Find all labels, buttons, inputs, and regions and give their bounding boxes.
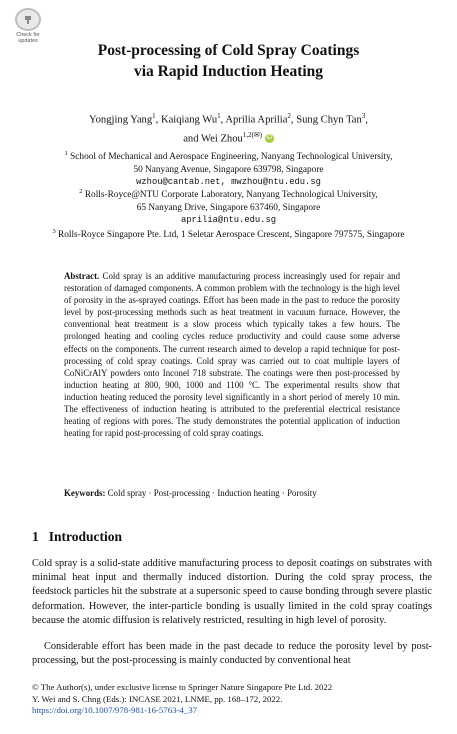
doi-link[interactable]: https://doi.org/10.1007/978-981-16-5763-4_37 bbox=[32, 705, 198, 716]
author-name: Wei Zhou bbox=[201, 133, 243, 145]
abstract-label: Abstract. bbox=[64, 271, 100, 281]
badge-label: Check for updates bbox=[16, 32, 40, 44]
author-name: Sung Chyn Tan bbox=[296, 114, 362, 126]
check-for-updates-badge[interactable] bbox=[10, 8, 46, 44]
author-sup: 2 bbox=[287, 112, 291, 120]
abstract bbox=[64, 270, 400, 439]
affil-sup: 1 bbox=[64, 150, 68, 157]
author-conjunction: and bbox=[183, 133, 199, 145]
copyright-line: © The Author(s), under exclusive license to Springer Nature Singapore Pte Ltd. 2022 bbox=[32, 682, 333, 692]
section-number: 1 bbox=[32, 529, 39, 544]
affiliation-1 bbox=[20, 148, 437, 188]
author-sup: 3 bbox=[361, 112, 366, 120]
affil-line: 50 Nanyang Avenue, Singapore 639798, Singapore bbox=[133, 164, 324, 175]
affil-line: Rolls-Royce Singapore Pte. Ltd, 1 Seletar Aerospace Crescent, Singapore 797575, Singapore bbox=[58, 230, 405, 241]
affil-line: 65 Nanyang Drive, Singapore 637460, Singapore bbox=[136, 202, 321, 213]
author-name: Yongjing Yang bbox=[89, 114, 153, 126]
keywords-label: Keywords: bbox=[64, 488, 106, 498]
author-name: Aprilia Aprilia bbox=[225, 114, 288, 126]
keywords-text: Cold spray · Post-processing · Induction heating · Porosity bbox=[107, 488, 317, 498]
paper-title bbox=[0, 40, 457, 82]
affil-sup: 3 bbox=[52, 228, 56, 235]
author-name: Kaiqiang Wu bbox=[160, 114, 218, 126]
title-line-1: Post-processing of Cold Spray Coatings bbox=[97, 42, 360, 59]
citation-line: Y. Wei and S. Chng (Eds.): INCASE 2021, LNME, pp. 168–172, 2022. bbox=[32, 693, 283, 704]
update-icon bbox=[15, 8, 41, 31]
affil-line: School of Mechanical and Aerospace Engineering, Nanyang Technological University, bbox=[70, 152, 393, 163]
affil-email[interactable]: aprilia@ntu.edu.sg bbox=[180, 214, 277, 225]
section-title: Introduction bbox=[48, 529, 123, 544]
author-sup: 1 bbox=[217, 112, 221, 120]
abstract-text: Cold spray is an additive manufacturing process increasingly used for repair and restoration of damaged components. A common problem with the technology is the high level of porosity in the as-sprayed coatings. Effort has been made in the past to reduce the porosity level by post-processing methods such as heat treatment in vacuum furnace. However, the conventional heat treatment is a slow process which typically takes a few hours. The prolonged heating and cooling cycles reduce productivity and could cause some adverse effects on the components. The current research aimed to develop a rapid technique for post-processing of cold spray coatings. Cold spray was carried out to coat multiple layers of CoNiCrAlY powders onto Inconel 718 substrate. The coatings were then post-processed by induction heating at 800, 900, 1000 and 1100 °C. The experimental results show that induction heating reduced the porosity level significantly in a short period of merely 10 min. The effectiveness of induction heating is attributed to the preferential electrical resistance heating of regions with pores. The study demonstrates the potential application of induction heating for rapid post-processing of cold spray coatings. bbox=[64, 271, 401, 439]
body-paragraph-1: Cold spray is a solid-state additive manufacturing process to deposit coatings on substrates with minimal heat input and thermally induced distortion. During the cold spray process, the feedstock particles hit the substrate at a supersonic speed to cause bonding through severe plastic deformation. However, the inter-particle bonding is usually limited in the cold spray coatings because the atomic diffusion is relatively restricted, resulting in high level of porosity. bbox=[32, 558, 432, 626]
title-line-2: via Rapid Induction Heating bbox=[133, 63, 324, 80]
orcid-icon[interactable]: iD bbox=[266, 135, 273, 142]
affiliation-3 bbox=[14, 226, 443, 242]
affil-line: Rolls-Royce@NTU Corporate Laboratory, Nanyang Technological University, bbox=[84, 190, 378, 201]
author-sup: 1,2(✉) bbox=[242, 130, 263, 139]
author-list: Yongjing Yang$^1$, Kaiqiang Wu$^1$, Aprilia Aprilia$^2$, Sung Chyn Tan$^3$, and Wei Zhou$^{1,2(✉)}$ iD bbox=[89, 112, 368, 145]
author-sup: 1 bbox=[152, 112, 156, 120]
footer bbox=[32, 682, 432, 717]
affil-sup: 2 bbox=[79, 188, 83, 195]
keywords bbox=[64, 487, 400, 499]
affiliation-2 bbox=[20, 186, 437, 226]
affil-email[interactable]: wzhou@cantab.net, mwzhou@ntu.edu.sg bbox=[136, 176, 321, 187]
section-heading bbox=[32, 529, 122, 545]
body-paragraph-2: Considerable effort has been made in the past decade to reduce the porosity level by post-processing, but the post-processing is mainly conducted by conventional heat bbox=[32, 641, 432, 667]
